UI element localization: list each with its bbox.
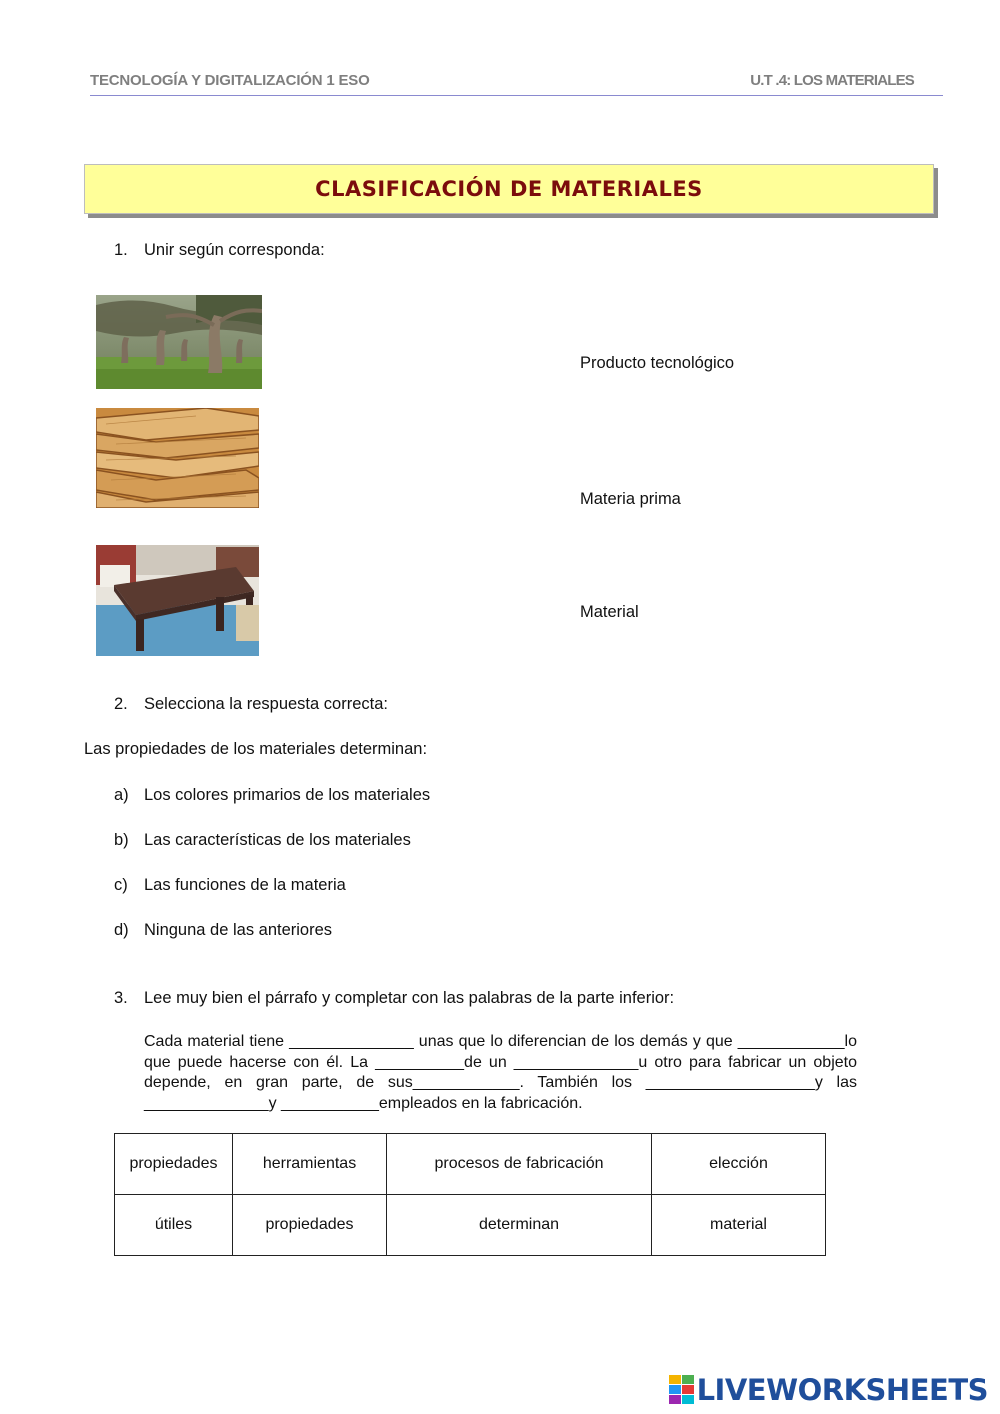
option-letter: c): [114, 876, 128, 894]
answer-option-a[interactable]: [0, 786, 1000, 808]
trees-image[interactable]: [96, 295, 262, 389]
page-title: CLASIFICACIÓN DE MATERIALES: [315, 177, 703, 201]
option-text: Los colores primarios de los materiales: [144, 786, 431, 804]
logo-blocks-icon: [669, 1375, 695, 1405]
match-option-materia-prima[interactable]: Materia prima: [580, 490, 681, 508]
table-row: [115, 1195, 826, 1256]
word-cell[interactable]: herramientas: [233, 1134, 387, 1195]
header-subject: TECNOLOGÍA Y DIGITALIZACIÓN 1 ESO: [90, 72, 370, 89]
question-3: [0, 989, 1000, 1011]
question-1-text: Unir según corresponda:: [144, 241, 325, 259]
question-2-number: 2.: [114, 695, 128, 713]
question-2-text: Selecciona la respuesta correcta:: [144, 695, 388, 713]
title-banner: [84, 164, 934, 214]
logo-text: LIVEWORKSHEETS: [696, 1373, 988, 1407]
match-option-producto[interactable]: Producto tecnológico: [580, 354, 735, 372]
answer-option-c[interactable]: [0, 876, 1000, 898]
question-2: [0, 695, 1000, 717]
word-cell[interactable]: procesos de fabricación: [387, 1134, 652, 1195]
word-cell[interactable]: propiedades: [233, 1195, 387, 1256]
table-row: [115, 1134, 826, 1195]
question-3-number: 3.: [114, 989, 128, 1007]
header-unit: U.T .4: LOS MATERIALES: [750, 72, 914, 89]
header-divider: [90, 95, 943, 96]
word-cell[interactable]: elección: [652, 1134, 826, 1195]
match-option-material[interactable]: Material: [580, 603, 639, 621]
word-cell[interactable]: propiedades: [115, 1134, 233, 1195]
answer-option-b[interactable]: [0, 831, 1000, 853]
option-letter: d): [114, 921, 129, 939]
question-1-number: 1.: [114, 241, 128, 259]
wood-planks-image[interactable]: [96, 408, 259, 508]
fill-in-paragraph[interactable]: Cada material tiene ______________ unas que lo diferencian de los demás y que ____________lo que puede hacerse con él. La __________de un ______________u otro para fabricar un objeto depende, en gran parte, de sus____________. También los ___________________y las ______________y ___________empleados en la fabricación.: [144, 1033, 857, 1112]
word-cell[interactable]: determinan: [387, 1195, 652, 1256]
question-2-stem: Las propiedades de los materiales determinan:: [84, 740, 428, 758]
option-letter: a): [114, 786, 129, 804]
option-text: Ninguna de las anteriores: [144, 921, 333, 939]
answer-option-d[interactable]: [0, 921, 1000, 943]
table-image[interactable]: [96, 545, 259, 656]
option-text: Las características de los materiales: [144, 831, 411, 849]
question-1: [0, 241, 1000, 263]
word-cell[interactable]: material: [652, 1195, 826, 1256]
option-text: Las funciones de la materia: [144, 876, 346, 894]
liveworksheets-logo: [669, 1373, 988, 1407]
question-3-text: Lee muy bien el párrafo y completar con las palabras de la parte inferior:: [144, 989, 675, 1007]
option-letter: b): [114, 831, 129, 849]
word-cell[interactable]: útiles: [115, 1195, 233, 1256]
word-bank-table: [114, 1133, 826, 1256]
